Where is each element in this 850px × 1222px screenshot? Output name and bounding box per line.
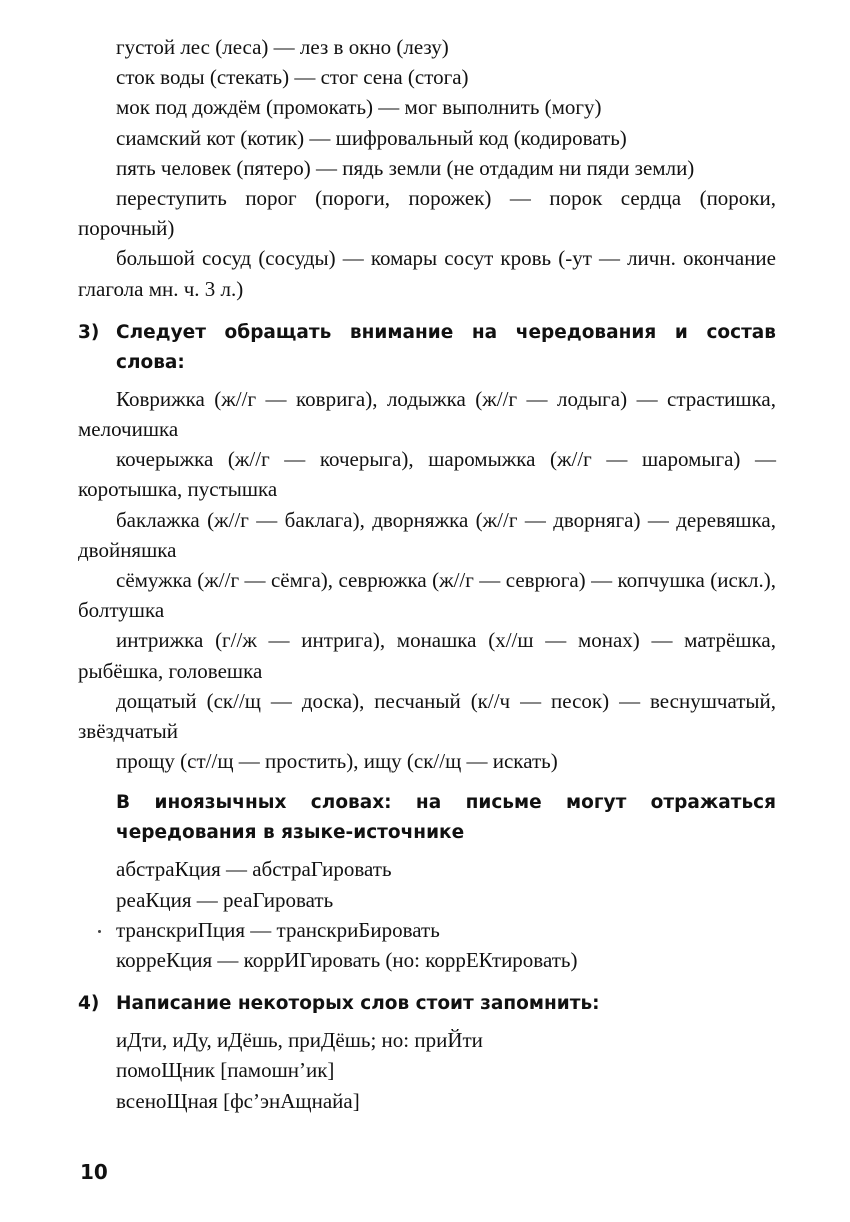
page-content bbox=[78, 32, 776, 1116]
example-line: дощатый (ск//щ — доска), песчаный (к//ч — песок) — веснушчатый, звёздчатый bbox=[78, 688, 776, 744]
section-3-examples bbox=[78, 384, 776, 777]
example-line: пять человек (пятеро) — пядь земли (не отдадим ни пяди земли) bbox=[116, 155, 695, 180]
example-line: интрижка (г//ж — интрига), монашка (х//ш — монах) — матрёшка, рыбёшка, головешка bbox=[78, 628, 776, 683]
example-line: прощу (ст//щ — простить), ищу (ск//щ — искать) bbox=[116, 749, 558, 774]
section-1-examples bbox=[78, 32, 776, 304]
section-4-examples bbox=[78, 1025, 776, 1116]
example-line: корреКция — коррИГировать (но: коррЕКтировать) bbox=[116, 948, 578, 973]
example-line: сёмужка (ж//г — сёмга), севрюжка (ж//г — севрюга) — копчушка (искл.), болтушка bbox=[78, 568, 776, 623]
example-line: сток воды (стекать) — стог сена (стога) bbox=[116, 65, 469, 90]
section-number: 4) bbox=[78, 993, 100, 1015]
example-line: транскриПция — транскриБировать bbox=[116, 917, 440, 942]
example-line: помоЩник [памошн’ик] bbox=[116, 1058, 335, 1083]
section-title: Следует обращать внимание на чередования и состав слова: bbox=[116, 321, 776, 373]
example-line: большой сосуд (сосуды) — комары сосут кровь (-ут — личн. окончание глагола мн. ч. 3 л.) bbox=[78, 246, 776, 301]
example-line: кочерыжка (ж//г — кочерыга), шаромыжка (ж//г — шаромыга) — коротышка, пустышка bbox=[78, 447, 776, 502]
section-title: Написание некоторых слов стоит запомнить: bbox=[116, 993, 600, 1015]
example-line: абстраКция — абстраГировать bbox=[116, 857, 392, 882]
foreign-words-heading: В иноязычных словах: на письме могут отражаться чередования в языке-источнике bbox=[116, 792, 776, 844]
example-line: иДти, иДу, иДёшь, приДёшь; но: приЙти bbox=[116, 1028, 483, 1053]
print-speck bbox=[98, 930, 101, 933]
section-3-heading bbox=[78, 318, 776, 378]
foreign-words-examples bbox=[78, 854, 776, 975]
example-line: реаКция — реаГировать bbox=[116, 887, 334, 912]
section-number: 3) bbox=[78, 321, 100, 343]
example-line: всеноЩная [фс’энАщнайа] bbox=[116, 1088, 360, 1113]
example-line: сиамский кот (котик) — шифровальный код (кодировать) bbox=[116, 125, 627, 150]
example-line: Коврижка (ж//г — коврига), лодыжка (ж//г — лодыга) — страстишка, мелочишка bbox=[78, 386, 776, 442]
page-number: 10 bbox=[80, 1160, 108, 1184]
example-line: мок под дождём (промокать) — мог выполнить (могу) bbox=[116, 95, 602, 120]
section-4-heading bbox=[78, 989, 776, 1019]
example-line: баклажка (ж//г — баклага), дворняжка (ж//г — дворняга) — деревяшка, двойняшка bbox=[78, 507, 776, 562]
example-line: густой лес (леса) — лез в окно (лезу) bbox=[116, 35, 449, 59]
example-line: переступить порог (пороги, порожек) — порок сердца (пороки, порочный) bbox=[78, 186, 776, 241]
